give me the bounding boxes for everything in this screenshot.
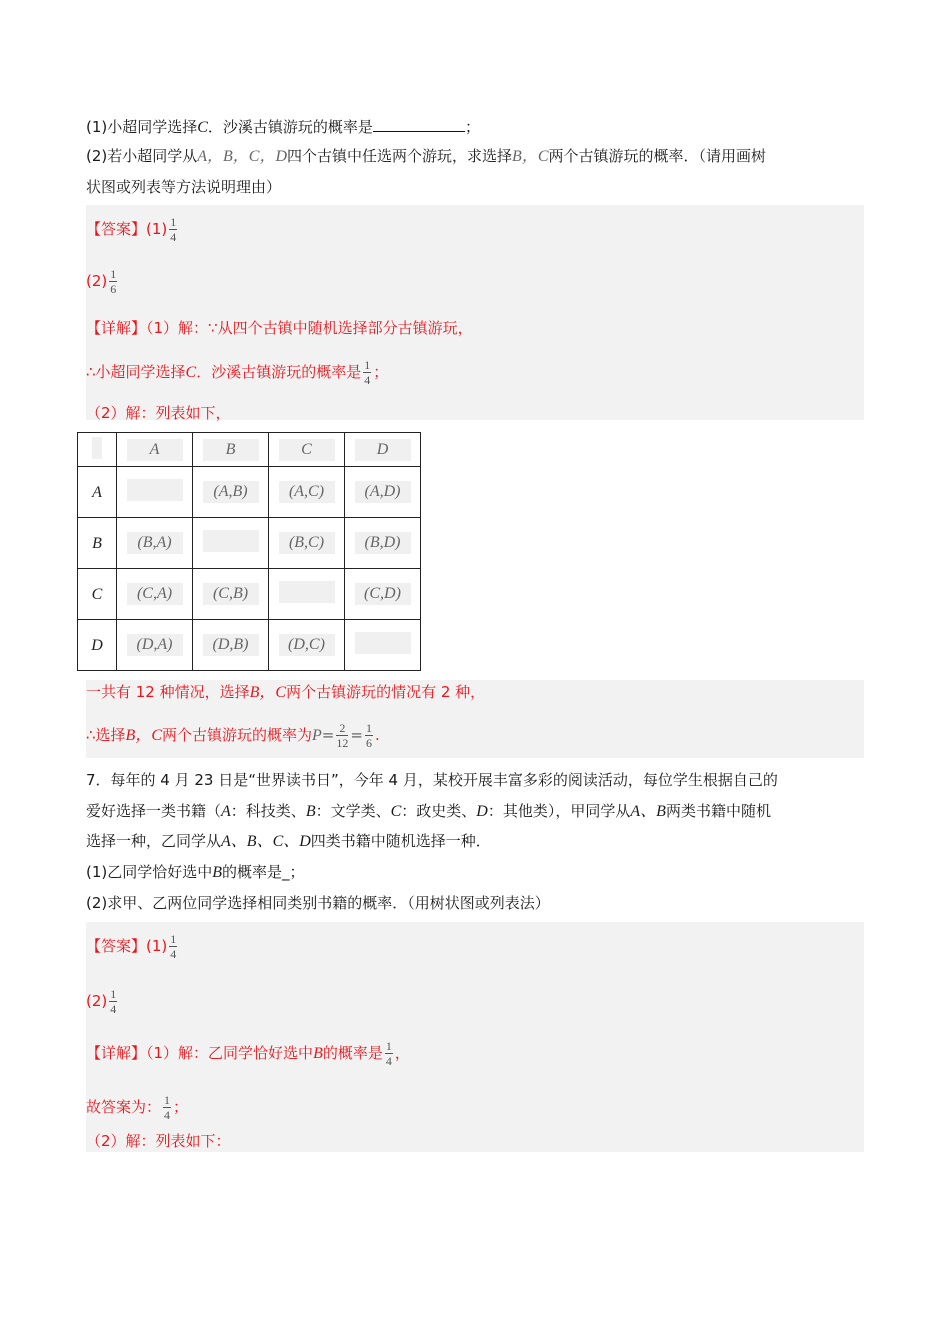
q6-answer1 [86,216,179,243]
fraction [365,722,373,749]
numerator: 1 [385,1039,392,1053]
cell-value: (C,D) [355,583,411,605]
q7-answer-block [86,922,864,1152]
denominator: 4 [170,947,177,961]
q6-conclusion2 [86,722,380,749]
q7-text: ：科技类、 [230,802,306,820]
table-header-row [78,433,421,467]
table-row [78,518,421,569]
table-cell [345,620,421,671]
table-cell [269,518,345,569]
fraction [385,1040,393,1067]
q7-text: 四类书籍中随机选择一种． [310,832,491,850]
fraction [109,268,117,295]
detail-label: 【详解】 [86,319,147,337]
q7-text: ：政史类、 [401,802,477,820]
q6-part2-vars2: B，C [512,148,549,165]
q6-part1-var: C [197,119,208,136]
cell-value: (B,D) [355,532,411,554]
conclusion-text2: 两个古镇游玩的情况有 2 种， [286,683,486,701]
q7-vars: A、B、C、D [221,833,311,850]
detail-end: ； [173,1098,189,1116]
cell-bg [92,437,102,459]
q7-line1: 7．每年的 4 月 23 日是“世界读书日”，今年 4 月，某校开展丰富多彩的阅读活动，每位学生根据自己的 [86,771,778,789]
detail-text: （1）解：∵从四个古镇中随机选择部分古镇游玩， [146,319,473,337]
row-label-cell [78,518,117,569]
header-a: A [127,439,183,461]
q6-part1-end: ； [464,118,480,136]
q7-var: C [390,803,402,820]
answer-prefix: (1) [146,220,168,238]
table-cell [269,467,345,518]
detail-text2: 的概率是 [322,1044,383,1062]
row-label: B [92,534,102,552]
fraction [163,1094,171,1121]
q7-var: D [476,803,488,820]
cell-value [203,530,259,552]
numerator: 1 [110,267,117,281]
cell-value: (A,B) [203,481,259,503]
detail-text: 故答案为： [86,1098,162,1116]
answer-prefix: (1) [146,937,168,955]
q7-part2: (2)求甲、乙两位同学选择相同类别书籍的概率．（用树状图或列表法） [86,894,550,912]
corner-cell [78,433,117,467]
detail-end: ， [394,1044,410,1062]
cell-value: (D,C) [279,634,335,656]
table-cell [193,620,269,671]
answer-prefix: (2) [86,992,108,1010]
cell-value: (A,D) [355,481,411,503]
q7-answer2 [86,988,119,1015]
q7-part1 [86,861,305,884]
numerator: 1 [364,358,371,372]
table-cell [193,569,269,620]
conclusion-text: ∴选择 [86,726,126,744]
numerator: 1 [110,987,117,1001]
header-c: C [279,439,335,461]
numerator: 2 [339,721,346,735]
answer-blank [373,117,465,132]
detail-var: B [313,1045,323,1062]
q6-part1-text: (1)小超同学选择 [86,118,198,136]
numerator: 1 [170,215,177,229]
table-row [78,620,421,671]
table-row [78,467,421,518]
detail-end: ； [373,363,389,381]
denominator: 12 [336,736,349,750]
q6-part1 [86,116,480,139]
q6-detail2 [86,359,388,386]
table-cell [345,518,421,569]
numerator: 1 [170,932,177,946]
q6-part2-text: (2)若小超同学从 [86,147,198,165]
fraction [109,988,117,1015]
header-d: D [355,439,411,461]
header-b: B [203,439,259,461]
q7-var: B [305,803,316,820]
conclusion-text: 一共有 12 种情况，选择 [86,683,250,701]
prob-symbol: P [312,727,322,744]
q7-detail2 [86,1094,188,1121]
denominator: 4 [364,373,371,387]
q7-text: 的概率是_； [222,863,305,881]
fraction [363,359,371,386]
cell-value: (A,C) [279,481,335,503]
denominator: 4 [164,1108,171,1122]
conclusion-end: . [374,726,380,744]
q7-line3 [86,830,491,853]
q7-text: ：文学类、 [315,802,391,820]
table-cell [269,569,345,620]
q6-part1-text2: ．沙溪古镇游玩的概率是 [207,118,373,136]
cell-value: (C,A) [127,583,183,605]
table-cell [193,518,269,569]
q6-answer2 [86,268,119,295]
row-label-cell [78,467,117,518]
table-cell [117,620,193,671]
table-cell [193,467,269,518]
header-cell [345,433,421,467]
q7-var: B [212,864,223,881]
row-label: C [91,585,103,603]
denominator: 4 [385,1054,392,1068]
probability-table [77,432,421,671]
detail-var: C [185,364,197,381]
q7-text: 爱好选择一类书籍（ [86,802,222,820]
denominator: 4 [170,230,177,244]
fraction [169,216,177,243]
q7-detail3: （2）解：列表如下： [86,1132,231,1150]
q6-part2-vars: A，B，C，D [197,148,288,165]
detail-label: 【详解】 [86,1044,147,1062]
answer-label: 【答案】 [86,220,147,238]
row-label: D [91,636,103,654]
equals-sign: = [350,726,363,744]
q7-var: A [221,803,231,820]
q7-line2 [86,800,771,823]
q7-text: 两类书籍中随机 [665,802,771,820]
cell-value: (B,C) [279,532,335,554]
q6-detail3: （2）解：列表如下， [86,404,231,422]
table-row [78,569,421,620]
q6-part2-text3: 两个古镇游玩的概率．（请用画树 [548,147,767,165]
fraction [169,933,177,960]
denominator: 6 [110,282,117,296]
q7-text: ：其他类），甲同学从 [487,802,631,820]
row-label: A [92,483,102,501]
table-cell [345,569,421,620]
cell-value: (D,A) [127,634,183,656]
answer-label: 【答案】 [86,937,147,955]
cell-value [127,479,183,501]
detail-text: ∴小超同学选择 [86,363,186,381]
numerator: 1 [365,721,372,735]
numerator: 1 [164,1093,171,1107]
q7-detail1 [86,1040,410,1067]
table-cell [345,467,421,518]
cell-value: (D,B) [203,634,259,656]
cell-value: (C,B) [203,583,259,605]
row-label-cell [78,569,117,620]
q7-text: 选择一种，乙同学从 [86,832,222,850]
conclusion-vars: B，C [125,727,162,744]
q7-answer1 [86,933,179,960]
table-cell [117,467,193,518]
q6-answer-block [86,205,864,420]
row-label-cell [78,620,117,671]
q6-detail1 [86,317,473,339]
q6-part2-text2: 四个古镇中任选两个游玩，求选择 [287,147,513,165]
q7-text: (1)乙同学恰好选中 [86,863,213,881]
header-cell [193,433,269,467]
conclusion-text2: 两个古镇游玩的概率为 [162,726,313,744]
cell-value [355,632,411,654]
q7-vars: A、B [630,803,666,820]
q6-conclusion1 [86,681,485,704]
detail-text: （1）解：乙同学恰好选中 [146,1044,314,1062]
table-cell [117,569,193,620]
cell-value [279,581,335,603]
header-cell [117,433,193,467]
answer-prefix: (2) [86,272,108,290]
header-cell [269,433,345,467]
table-cell [117,518,193,569]
table-cell [269,620,345,671]
conclusion-vars: B，C [249,684,287,701]
q6-part2 [86,145,766,168]
cell-value: (B,A) [127,532,183,554]
fraction [336,722,348,749]
denominator: 6 [365,736,372,750]
detail-text2: ．沙溪古镇游玩的概率是 [196,363,362,381]
denominator: 4 [110,1002,117,1016]
equals-sign: = [321,726,335,744]
q6-part2-cont: 状图或列表等方法说明理由） [86,178,282,196]
